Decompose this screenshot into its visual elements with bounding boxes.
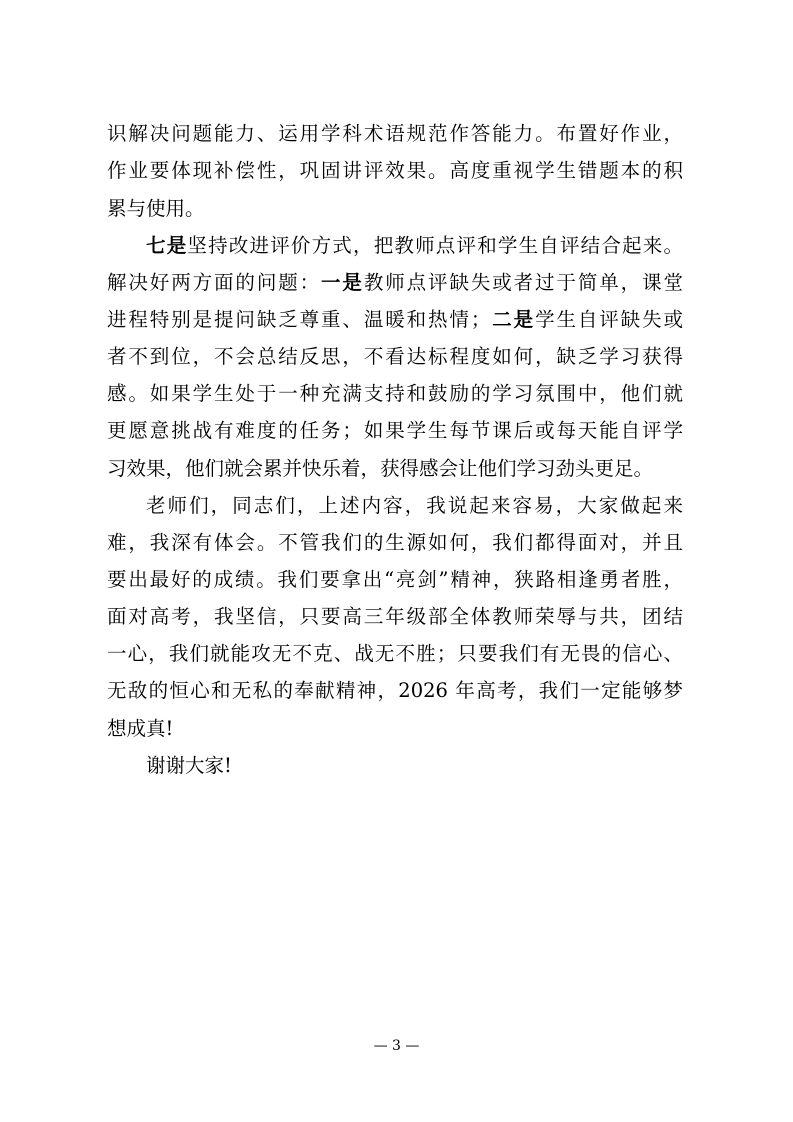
- first-point-label: 一是: [321, 271, 364, 294]
- text-segment: 解决好两方面的问题：: [107, 271, 322, 294]
- paragraph-3-line-2: 难，我深有体会。不管我们的生源如何，我们都得面对，并且: [107, 531, 683, 554]
- second-point-label: 二是: [490, 308, 536, 331]
- paragraph-1-line-1: 识解决问题能力、运用学科术语规范作答能力。布置好作业，: [107, 122, 683, 145]
- page-number: — 3 —: [373, 1038, 420, 1054]
- paragraph-2-line-5: 感。如果学生处于一种充满支持和鼓励的学习氛围中，他们就: [107, 382, 683, 405]
- paragraph-2-line-7: 习效果，他们就会累并快乐着，获得感会让他们学习劲头更足。: [107, 457, 654, 480]
- paragraph-3-line-7: 想成真!: [107, 717, 174, 740]
- paragraph-2-line-2: [107, 267, 683, 299]
- text-segment: 学生自评缺失或: [535, 308, 683, 331]
- paragraph-2-line-6: 更愿意挑战有难度的任务；如果学生每节课后或每天能自评学: [107, 419, 683, 442]
- paragraph-3-line-3: 要出最好的成绩。我们要拿出“亮剑”精神，狭路相逢勇者胜，: [107, 568, 683, 591]
- paragraph-2-line-3: [107, 304, 683, 336]
- paragraph-1-line-2: 作业要体现补偿性，巩固讲评效果。高度重视学生错题本的积: [107, 159, 683, 182]
- paragraph-3-line-5: 一心，我们就能攻无不克、战无不胜；只要我们有无畏的信心、: [107, 642, 683, 665]
- paragraph-3-line-4: 面对高考，我坚信，只要高三年级部全体教师荣辱与共，团结: [107, 605, 683, 628]
- point-seven-text: 坚持改进评价方式，把教师点评和学生自评结合起来。: [187, 234, 683, 257]
- paragraph-2-line-4: 者不到位，不会总结反思，不看达标程度如何，缺乏学习获得: [107, 345, 683, 368]
- paragraph-1-line-3: 累与使用。: [107, 197, 205, 220]
- point-seven-label: 七是: [146, 234, 188, 257]
- paragraph-3-line-6: 无敌的恒心和无私的奉献精神，2026 年高考，我们一定能够梦: [107, 679, 683, 702]
- paragraph-3-line-1: 老师们，同志们，上述内容，我说起来容易，大家做起来: [146, 494, 683, 517]
- closing-line: 谢谢大家!: [146, 754, 232, 777]
- text-segment: 教师点评缺失或者过于简单，课堂: [363, 271, 683, 294]
- paragraph-2-line-1: [146, 230, 683, 262]
- text-segment: 进程特别是提问缺乏尊重、温暖和热情；: [107, 308, 491, 331]
